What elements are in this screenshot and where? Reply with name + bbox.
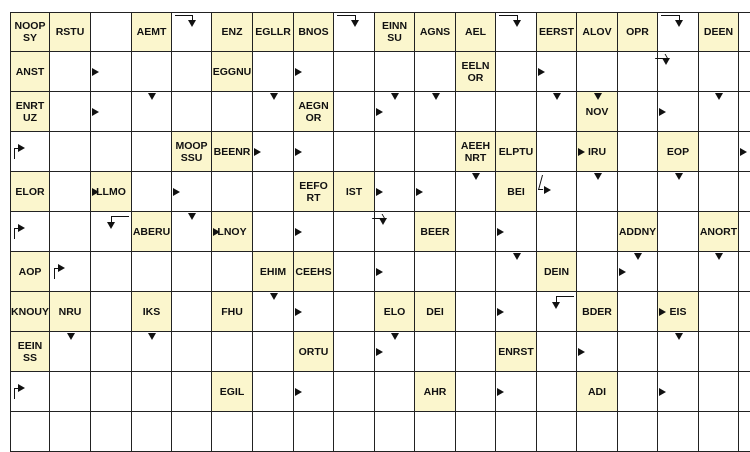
answer-cell[interactable]: [50, 132, 91, 172]
answer-cell[interactable]: [91, 332, 132, 372]
answer-cell[interactable]: [739, 252, 750, 292]
arrow-down-icon: [351, 20, 359, 27]
clue-text: ENRST: [498, 345, 534, 358]
clue-text: EEFO RT: [299, 179, 328, 204]
answer-cell[interactable]: [50, 212, 91, 252]
arrow-right-icon: [659, 308, 666, 316]
clue-cell: [253, 252, 294, 292]
arrow-right-icon: [544, 186, 551, 194]
answer-cell[interactable]: [618, 172, 658, 212]
clue-cell: [496, 172, 537, 212]
answer-cell[interactable]: [50, 172, 91, 212]
answer-cell[interactable]: [618, 292, 658, 332]
clue-cell: [415, 212, 456, 252]
arrow-right-icon: [497, 388, 504, 396]
clue-text: NOV: [585, 105, 609, 118]
clue-text: AEEH NRT: [460, 139, 491, 164]
arrow-down-icon: [188, 213, 196, 220]
clue-text: DEIN: [543, 265, 570, 278]
clue-text: FHU: [221, 305, 243, 318]
arrow-down-icon: [513, 253, 521, 260]
answer-cell[interactable]: [496, 92, 537, 132]
answer-cell[interactable]: [91, 292, 132, 332]
answer-cell[interactable]: [375, 132, 415, 172]
clue-text: KNOUY: [11, 305, 49, 318]
answer-cell[interactable]: [91, 252, 132, 292]
clue-text: DEI: [426, 305, 444, 318]
clue-cell: [658, 132, 699, 172]
clue-cell: [577, 292, 618, 332]
arrow-right-icon: [173, 188, 180, 196]
answer-cell[interactable]: [50, 52, 91, 92]
clue-cell: [699, 12, 739, 52]
clue-cell: [212, 292, 253, 332]
answer-cell[interactable]: [456, 92, 496, 132]
answer-cell[interactable]: [212, 252, 253, 292]
arrow-down-icon: [270, 293, 278, 300]
answer-cell[interactable]: [739, 292, 750, 332]
clue-text: LLMO: [96, 185, 126, 198]
answer-cell[interactable]: [91, 412, 132, 452]
answer-cell[interactable]: [172, 52, 212, 92]
clue-text: RSTU: [55, 26, 85, 38]
answer-cell[interactable]: [537, 332, 577, 372]
clue-text: ELOR: [15, 185, 45, 198]
clue-text: BNOS: [298, 26, 329, 38]
clue-text: EOP: [666, 145, 690, 158]
arrow-right-icon: [578, 348, 585, 356]
arrow-down-icon: [634, 253, 642, 260]
answer-cell[interactable]: [334, 132, 375, 172]
answer-cell[interactable]: [334, 92, 375, 132]
clue-text: ADI: [587, 385, 607, 398]
arrow-right-icon: [58, 264, 65, 272]
arrow-right-icon: [92, 188, 99, 196]
answer-cell[interactable]: [212, 92, 253, 132]
answer-cell[interactable]: [253, 372, 294, 412]
answer-cell[interactable]: [537, 372, 577, 412]
clue-text: EGIL: [219, 385, 245, 398]
answer-cell[interactable]: [334, 212, 375, 252]
answer-cell[interactable]: [415, 252, 456, 292]
answer-cell[interactable]: [334, 412, 375, 452]
answer-cell[interactable]: [577, 412, 618, 452]
answer-cell[interactable]: [699, 172, 739, 212]
clue-cell: [577, 12, 618, 52]
clue-cell: [10, 172, 50, 212]
clue-text: LNOY: [217, 225, 247, 238]
arrow-right-icon: [295, 308, 302, 316]
clue-cell: [375, 292, 415, 332]
clue-cell: [415, 12, 456, 52]
answer-cell[interactable]: [618, 412, 658, 452]
answer-cell[interactable]: [91, 12, 132, 52]
clue-cell: [456, 12, 496, 52]
answer-cell[interactable]: [537, 212, 577, 252]
answer-cell[interactable]: [91, 132, 132, 172]
arrow-down-icon: [391, 333, 399, 340]
answer-cell[interactable]: [456, 252, 496, 292]
answer-cell[interactable]: [91, 372, 132, 412]
clue-cell: [50, 12, 91, 52]
clue-text: EINN SU: [381, 20, 408, 44]
answer-cell[interactable]: [618, 92, 658, 132]
clue-cell: [172, 132, 212, 172]
clue-cell: [496, 332, 537, 372]
arrow-down-icon: [148, 93, 156, 100]
answer-cell[interactable]: [253, 172, 294, 212]
clue-text: NOOP SY: [14, 20, 46, 44]
answer-cell[interactable]: [334, 252, 375, 292]
answer-cell[interactable]: [334, 292, 375, 332]
arrow-right-icon: [92, 108, 99, 116]
clue-text: ENRT UZ: [15, 99, 45, 124]
answer-cell[interactable]: [537, 132, 577, 172]
answer-cell[interactable]: [132, 252, 172, 292]
answer-cell[interactable]: [456, 332, 496, 372]
clue-text: EGLLR: [255, 26, 291, 38]
clue-text: ELO: [383, 305, 406, 318]
clue-cell: [50, 292, 91, 332]
arrow-down-icon: [675, 173, 683, 180]
clue-text: AEMT: [136, 26, 167, 38]
clue-cell: [456, 132, 496, 172]
answer-cell[interactable]: [415, 332, 456, 372]
arrow-down-icon: [553, 93, 561, 100]
clue-cell: [294, 332, 334, 372]
answer-cell[interactable]: [50, 372, 91, 412]
answer-cell[interactable]: [739, 52, 750, 92]
arrow-down-icon: [662, 58, 670, 65]
clue-text: IST: [345, 185, 363, 198]
answer-cell[interactable]: [699, 332, 739, 372]
answer-cell[interactable]: [50, 92, 91, 132]
clue-text: AGNS: [419, 26, 451, 38]
clue-text: AEL: [465, 26, 486, 38]
answer-cell[interactable]: [132, 172, 172, 212]
answer-cell[interactable]: [456, 412, 496, 452]
answer-cell[interactable]: [537, 412, 577, 452]
arrow-down-icon: [594, 93, 602, 100]
answer-cell[interactable]: [739, 412, 750, 452]
clue-text: ANORT: [699, 225, 738, 238]
clue-text: CEEHS: [295, 265, 332, 278]
arrow-right-icon: [659, 108, 666, 116]
answer-cell[interactable]: [253, 212, 294, 252]
arrow-right-icon: [18, 384, 25, 392]
clue-cell: [294, 92, 334, 132]
answer-cell[interactable]: [456, 372, 496, 412]
clue-cell: [10, 332, 50, 372]
clue-cell: [699, 212, 739, 252]
clue-text: NRU: [58, 305, 82, 318]
arrow-right-icon: [376, 268, 383, 276]
answer-cell[interactable]: [699, 132, 739, 172]
arrow-down-icon: [675, 20, 683, 27]
clue-cell: [212, 52, 253, 92]
clue-text: AOP: [18, 265, 42, 278]
answer-cell[interactable]: [212, 332, 253, 372]
answer-cell[interactable]: [618, 372, 658, 412]
clue-cell: [496, 132, 537, 172]
clue-cell: [375, 12, 415, 52]
arrow-right-icon: [376, 188, 383, 196]
arrow-right-icon: [213, 228, 220, 236]
clue-cell: [10, 52, 50, 92]
clue-cell: [212, 12, 253, 52]
answer-cell[interactable]: [172, 92, 212, 132]
arrow-right-icon: [295, 388, 302, 396]
clue-cell: [294, 12, 334, 52]
arrow-right-icon: [295, 68, 302, 76]
clue-text: BEENR: [213, 145, 251, 158]
answer-cell[interactable]: [456, 292, 496, 332]
arrow-down-icon: [107, 222, 115, 229]
arrow-down-icon: [148, 333, 156, 340]
clue-cell: [253, 12, 294, 52]
arrow-down-icon: [675, 333, 683, 340]
answer-cell[interactable]: [375, 52, 415, 92]
clue-cell: [294, 252, 334, 292]
clue-text: BDER: [582, 305, 612, 318]
clue-cell: [10, 252, 50, 292]
clue-cell: [294, 172, 334, 212]
arrow-down-icon: [391, 93, 399, 100]
clue-text: EIS: [669, 305, 687, 318]
clue-cell: [618, 12, 658, 52]
answer-cell[interactable]: [658, 412, 699, 452]
clue-text: EHIM: [259, 265, 287, 278]
clue-text: OPR: [626, 26, 649, 38]
arrow-right-icon: [92, 68, 99, 76]
arrow-right-icon: [619, 268, 626, 276]
clue-text: ENZ: [221, 26, 243, 38]
clue-text: ABERU: [132, 225, 171, 238]
answer-cell[interactable]: [577, 252, 618, 292]
answer-cell[interactable]: [739, 372, 750, 412]
clue-cell: [456, 52, 496, 92]
clue-cell: [132, 12, 172, 52]
arrow-right-icon: [416, 188, 423, 196]
arrow-right-icon: [578, 148, 585, 156]
answer-cell[interactable]: [577, 212, 618, 252]
answer-cell[interactable]: [699, 292, 739, 332]
clue-text: EERST: [538, 26, 574, 38]
answer-cell[interactable]: [618, 52, 658, 92]
clue-text: ALOV: [582, 26, 612, 38]
answer-cell[interactable]: [172, 332, 212, 372]
answer-cell[interactable]: [172, 412, 212, 452]
answer-cell[interactable]: [496, 412, 537, 452]
answer-cell[interactable]: [375, 372, 415, 412]
answer-cell[interactable]: [618, 132, 658, 172]
answer-cell[interactable]: [739, 332, 750, 372]
answer-cell[interactable]: [415, 52, 456, 92]
arrow-right-icon: [659, 388, 666, 396]
answer-cell[interactable]: [212, 412, 253, 452]
answer-cell[interactable]: [132, 372, 172, 412]
arrow-down-icon: [715, 253, 723, 260]
answer-cell[interactable]: [456, 212, 496, 252]
answer-cell[interactable]: [577, 52, 618, 92]
clue-cell: [212, 132, 253, 172]
answer-cell[interactable]: [294, 412, 334, 452]
clue-cell: [537, 252, 577, 292]
clue-cell: [132, 212, 172, 252]
answer-cell[interactable]: [739, 92, 750, 132]
answer-cell[interactable]: [253, 332, 294, 372]
arrow-right-icon: [376, 348, 383, 356]
arrow-down-icon: [188, 20, 196, 27]
arrow-right-icon: [295, 228, 302, 236]
answer-cell[interactable]: [334, 332, 375, 372]
answer-cell[interactable]: [739, 212, 750, 252]
answer-cell[interactable]: [212, 172, 253, 212]
answer-cell[interactable]: [132, 412, 172, 452]
answer-cell[interactable]: [415, 132, 456, 172]
clue-cell: [415, 372, 456, 412]
answer-cell[interactable]: [172, 252, 212, 292]
clue-text: IRU: [587, 145, 607, 158]
answer-cell[interactable]: [253, 412, 294, 452]
answer-cell[interactable]: [375, 412, 415, 452]
clue-cell: [577, 372, 618, 412]
answer-cell[interactable]: [496, 52, 537, 92]
answer-cell[interactable]: [739, 172, 750, 212]
clue-text: ADDNY: [618, 225, 657, 238]
arrow-right-icon: [18, 224, 25, 232]
answer-cell[interactable]: [618, 332, 658, 372]
answer-cell[interactable]: [699, 52, 739, 92]
arrow-right-icon: [497, 308, 504, 316]
clue-text: AEGN OR: [298, 99, 329, 124]
clue-cell: [618, 212, 658, 252]
clue-cell: [10, 12, 50, 52]
clue-cell: [212, 372, 253, 412]
arrow-down-icon: [472, 173, 480, 180]
answer-cell[interactable]: [699, 412, 739, 452]
arrow-right-icon: [740, 148, 747, 156]
answer-cell[interactable]: [253, 52, 294, 92]
arrow-right-icon: [18, 144, 25, 152]
clue-cell: [10, 92, 50, 132]
clue-cell: [132, 292, 172, 332]
answer-cell[interactable]: [739, 12, 750, 52]
clue-text: ANST: [15, 65, 45, 78]
answer-cell[interactable]: [658, 252, 699, 292]
answer-cell[interactable]: [415, 412, 456, 452]
arrow-down-icon: [379, 218, 387, 225]
clue-text: IKS: [142, 305, 161, 318]
arrow-right-icon: [538, 68, 545, 76]
clue-text: AHR: [423, 385, 447, 398]
arrow-down-icon: [513, 20, 521, 27]
arrow-right-icon: [295, 148, 302, 156]
answer-cell[interactable]: [334, 52, 375, 92]
answer-cell[interactable]: [334, 372, 375, 412]
clue-text: EEIN SS: [17, 339, 43, 364]
arrow-right-icon: [376, 108, 383, 116]
clue-text: DEEN: [703, 26, 734, 38]
answer-cell[interactable]: [172, 372, 212, 412]
clue-cell: [415, 292, 456, 332]
clue-cell: [537, 12, 577, 52]
arrow-down-icon: [67, 333, 75, 340]
clue-text: EELN OR: [461, 59, 490, 84]
arrow-down-icon: [715, 93, 723, 100]
clue-text: ORTU: [298, 345, 329, 358]
answer-cell[interactable]: [699, 372, 739, 412]
clue-text: MOOP SSU: [175, 139, 208, 164]
clue-text: BEER: [420, 225, 450, 238]
answer-cell[interactable]: [172, 292, 212, 332]
answer-cell[interactable]: [50, 412, 91, 452]
clue-text: EGGNU: [212, 65, 252, 78]
arrow-down-icon: [270, 93, 278, 100]
arrow-right-icon: [254, 148, 261, 156]
answer-cell[interactable]: [10, 412, 50, 452]
arrow-right-icon: [497, 228, 504, 236]
clue-cell: [10, 292, 50, 332]
clue-text: BEI: [507, 185, 525, 198]
clue-text: ELPTU: [498, 145, 534, 158]
answer-cell[interactable]: [132, 132, 172, 172]
arrow-down-icon: [552, 302, 560, 309]
arrow-down-icon: [432, 93, 440, 100]
answer-cell[interactable]: [132, 52, 172, 92]
clue-cell: [334, 172, 375, 212]
answer-cell[interactable]: [658, 212, 699, 252]
arrow-down-icon: [594, 173, 602, 180]
